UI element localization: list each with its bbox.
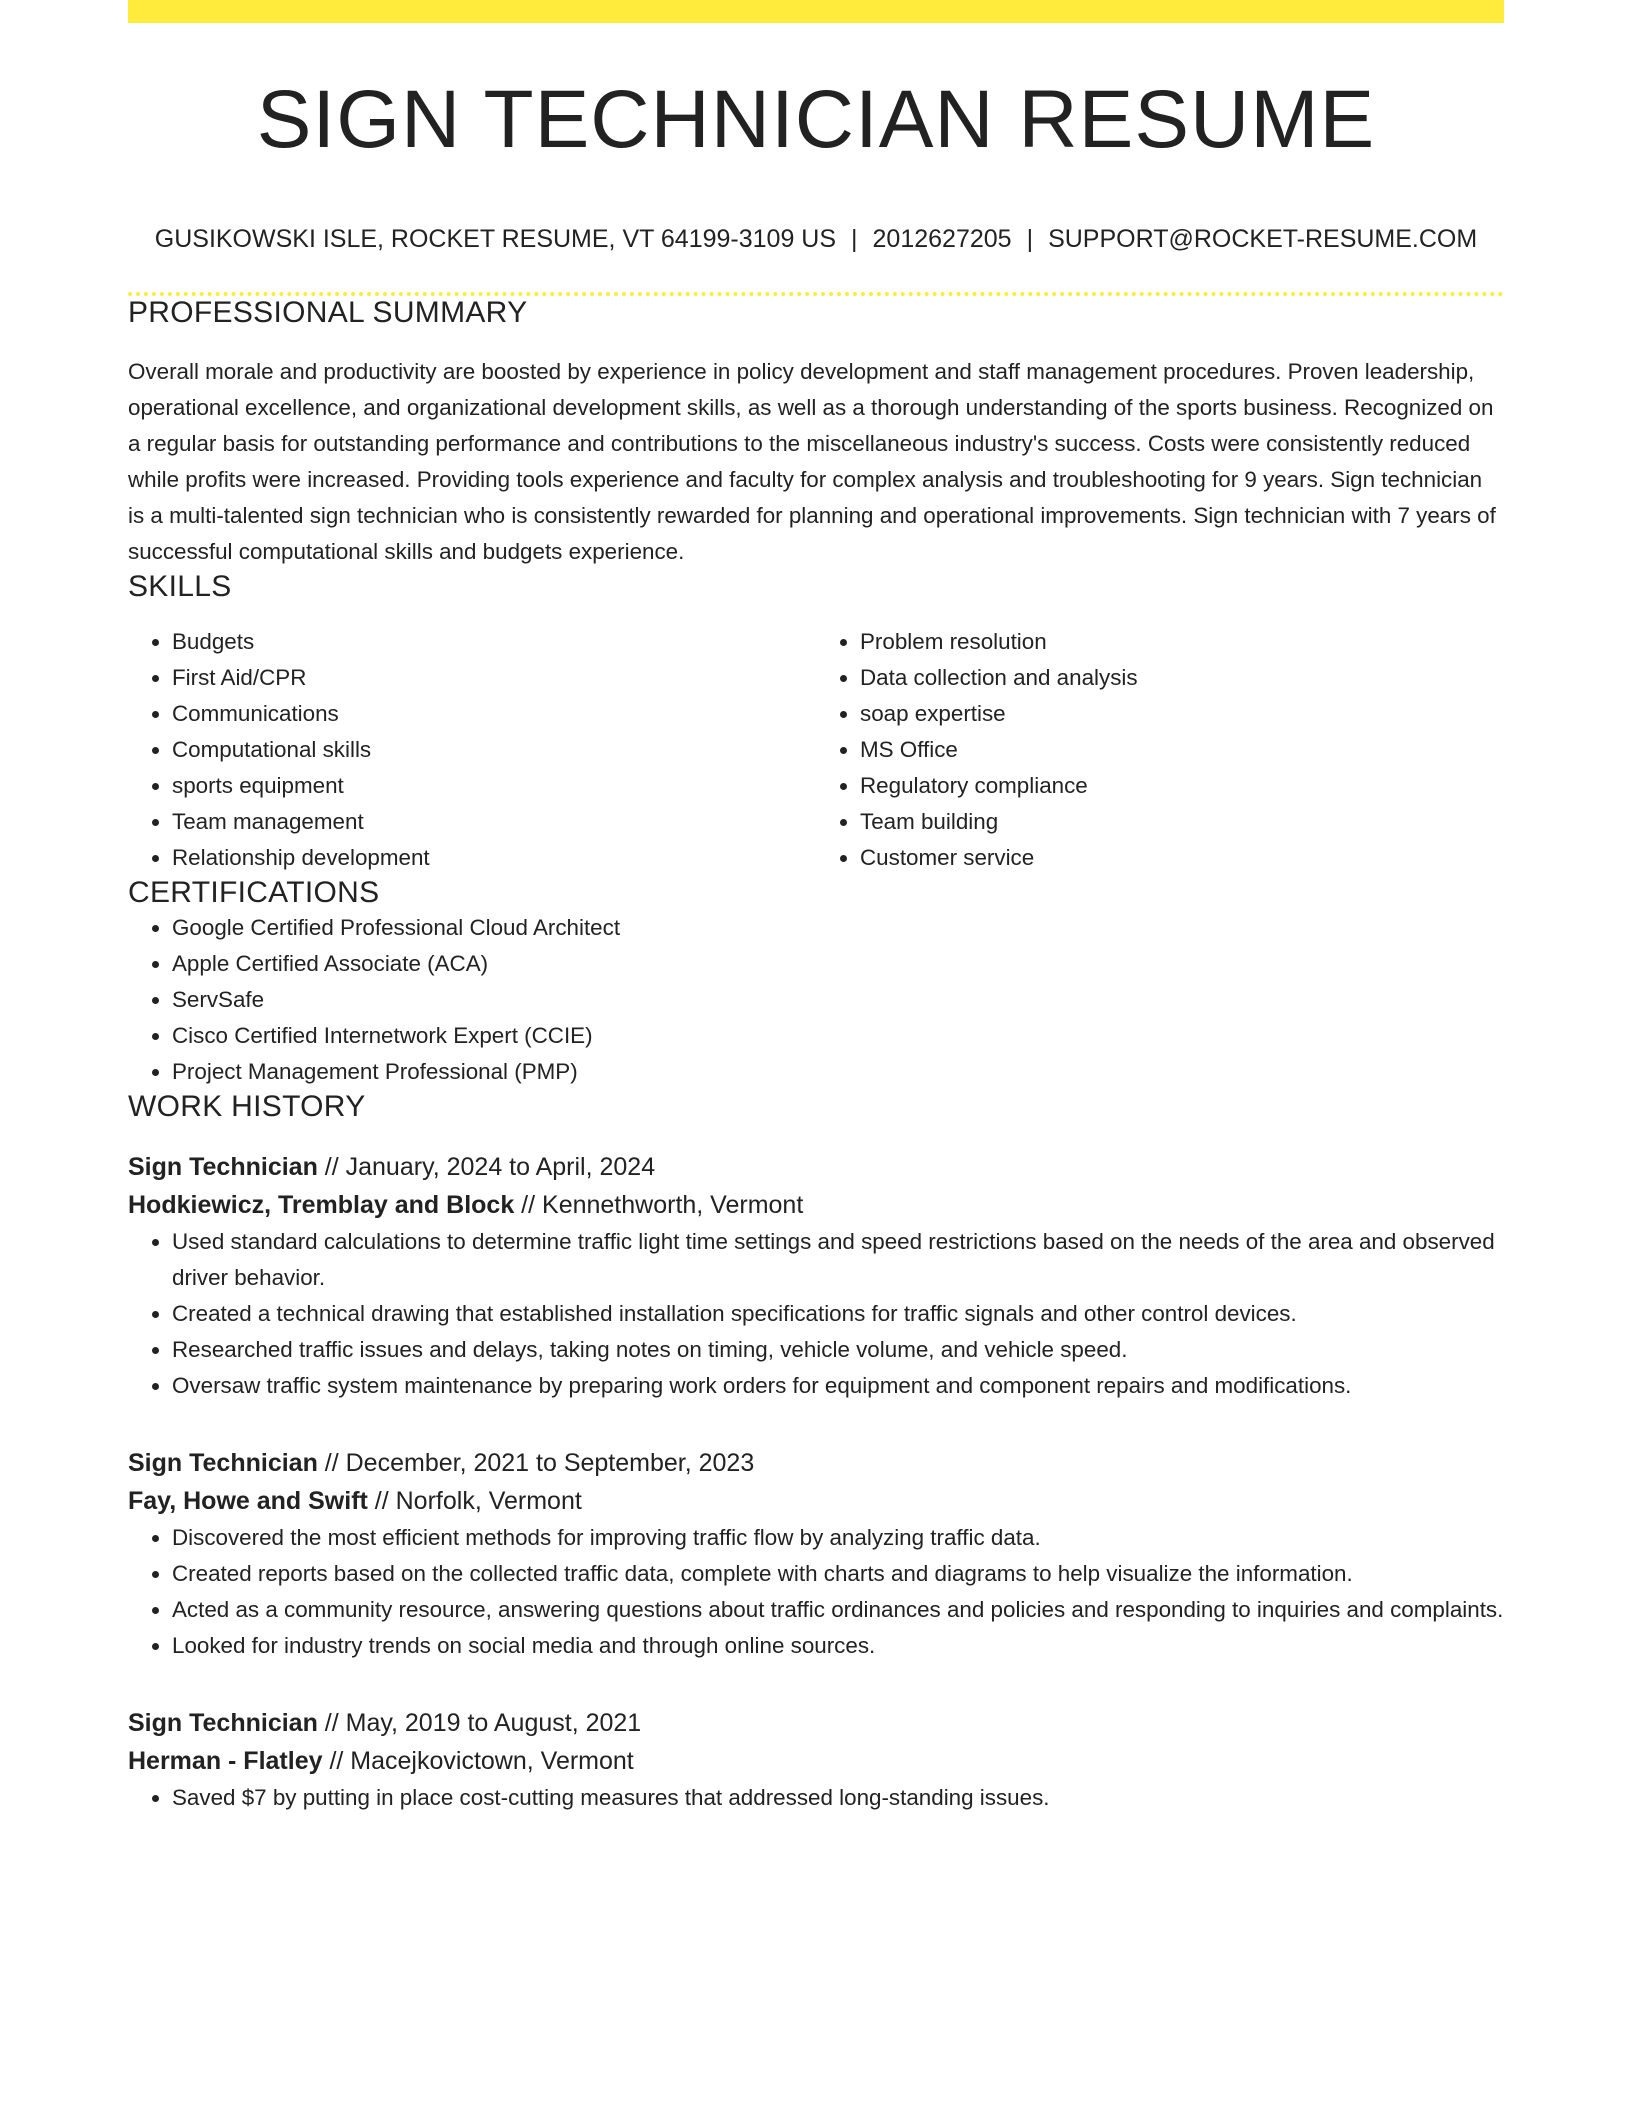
skill-item: • Computational skills (172, 732, 816, 768)
contact-email: SUPPORT@ROCKET-RESUME.COM (1048, 225, 1478, 253)
certifications-heading: CERTIFICATIONS (128, 876, 380, 909)
job-company: Hodkiewicz, Tremblay and Block (128, 1191, 515, 1219)
job-bullet: • Used standard calculations to determine traffic light time settings and speed restrictions based on the needs of the area and observed driver behavior. (172, 1224, 1504, 1296)
summary-heading: PROFESSIONAL SUMMARY (128, 296, 528, 329)
job-bullet: • Oversaw traffic system maintenance by preparing work orders for equipment and component repairs and modifications. (172, 1368, 1504, 1404)
job-location: // Kennethworth, Vermont (514, 1191, 804, 1219)
job-dates: // May, 2019 to August, 2021 (317, 1709, 642, 1737)
certification-item: • Google Certified Professional Cloud Architect (172, 910, 1504, 946)
certifications-section (128, 876, 1504, 1090)
summary-text: Overall morale and productivity are boosted by experience in policy development and staff management procedures. Proven leadership, operational excellence, and organizational development skills, as well as a thorough understanding of the sports business. Recognized on a regular basis for outstanding performance and contributions to the miscellaneous industry's success. Costs were consistently reduced while profits were increased. Providing tools experience and faculty for complex analysis and troubleshooting for 9 years. Sign technician is a multi-talented sign technician who is consistently rewarded for planning and operational improvements. Sign technician with 7 years of successful computational skills and budgets experience. (128, 359, 1496, 564)
job-company: Herman - Flatley (128, 1747, 323, 1775)
job-location: // Macejkovictown, Vermont (322, 1747, 634, 1775)
job-title-line (128, 1704, 1504, 1742)
job-bullet: • Created a technical drawing that established installation specifications for traffic signals and other control devices. (172, 1296, 1504, 1332)
job-bullets (128, 1780, 1504, 1816)
skill-item: • Customer service (860, 840, 1504, 876)
skill-item: • Regulatory compliance (860, 768, 1504, 804)
certification-item: • Apple Certified Associate (ACA) (172, 946, 1504, 982)
contact-separator: | (1026, 225, 1034, 253)
job-company-line (128, 1186, 1504, 1224)
job-dates: // January, 2024 to April, 2024 (317, 1153, 656, 1181)
contact-line (128, 225, 1504, 254)
skills-grid (128, 624, 1504, 876)
job-entry (128, 1444, 1504, 1664)
job-title: Sign Technician (128, 1153, 318, 1181)
top-accent-bar (128, 0, 1504, 23)
job-company-line (128, 1482, 1504, 1520)
job-bullet: • Researched traffic issues and delays, taking notes on timing, vehicle volume, and vehicle speed. (172, 1332, 1504, 1368)
job-company-line (128, 1742, 1504, 1780)
job-bullet: • Looked for industry trends on social media and through online sources. (172, 1628, 1504, 1664)
skills-list-right (816, 624, 1504, 876)
certification-item: • Cisco Certified Internetwork Expert (CCIE) (172, 1018, 1504, 1054)
job-bullets (128, 1224, 1504, 1404)
summary-section (128, 296, 1504, 570)
resume-content (128, 23, 1504, 1816)
skill-item: • Team management (172, 804, 816, 840)
contact-phone: 2012627205 (872, 225, 1012, 253)
contact-address: GUSIKOWSKI ISLE, ROCKET RESUME, VT 64199-3109 US (154, 225, 837, 253)
job-bullet: • Discovered the most efficient methods for improving traffic flow by analyzing traffic data. (172, 1520, 1504, 1556)
job-title-line (128, 1444, 1504, 1482)
skill-item: • sports equipment (172, 768, 816, 804)
contact-separator: | (851, 225, 858, 253)
work-history-heading: WORK HISTORY (128, 1090, 366, 1123)
skill-item: • Budgets (172, 624, 816, 660)
job-bullet: • Created reports based on the collected traffic data, complete with charts and diagrams to help visualize the information. (172, 1556, 1504, 1592)
certification-item: • ServSafe (172, 982, 1504, 1018)
job-dates: // December, 2021 to September, 2023 (317, 1449, 755, 1477)
resume-title: SIGN TECHNICIAN RESUME (256, 74, 1376, 165)
certifications-list (128, 910, 1504, 1090)
job-title-line (128, 1148, 1504, 1186)
certification-item: • Project Management Professional (PMP) (172, 1054, 1504, 1090)
job-entry (128, 1148, 1504, 1404)
skill-item: • soap expertise (860, 696, 1504, 732)
skill-item: • MS Office (860, 732, 1504, 768)
skill-item: • Relationship development (172, 840, 816, 876)
job-title: Sign Technician (128, 1709, 318, 1737)
skill-item: • Team building (860, 804, 1504, 840)
skills-section (128, 570, 1504, 876)
skill-item: • Communications (172, 696, 816, 732)
skill-item: • Data collection and analysis (860, 660, 1504, 696)
jobs-container (128, 1148, 1504, 1816)
job-bullet: • Saved $7 by putting in place cost-cutting measures that addressed long-standing issues. (172, 1780, 1504, 1816)
skill-item: • First Aid/CPR (172, 660, 816, 696)
skill-item: • Problem resolution (860, 624, 1504, 660)
skills-list-left (128, 624, 816, 876)
job-location: // Norfolk, Vermont (367, 1487, 582, 1515)
work-history-section (128, 1090, 1504, 1816)
job-entry (128, 1704, 1504, 1816)
job-company: Fay, Howe and Swift (128, 1487, 368, 1515)
skills-heading: SKILLS (128, 570, 232, 603)
job-title: Sign Technician (128, 1449, 318, 1477)
job-bullets (128, 1520, 1504, 1664)
job-bullet: • Acted as a community resource, answering questions about traffic ordinances and policies and responding to inquiries and complaints. (172, 1592, 1504, 1628)
